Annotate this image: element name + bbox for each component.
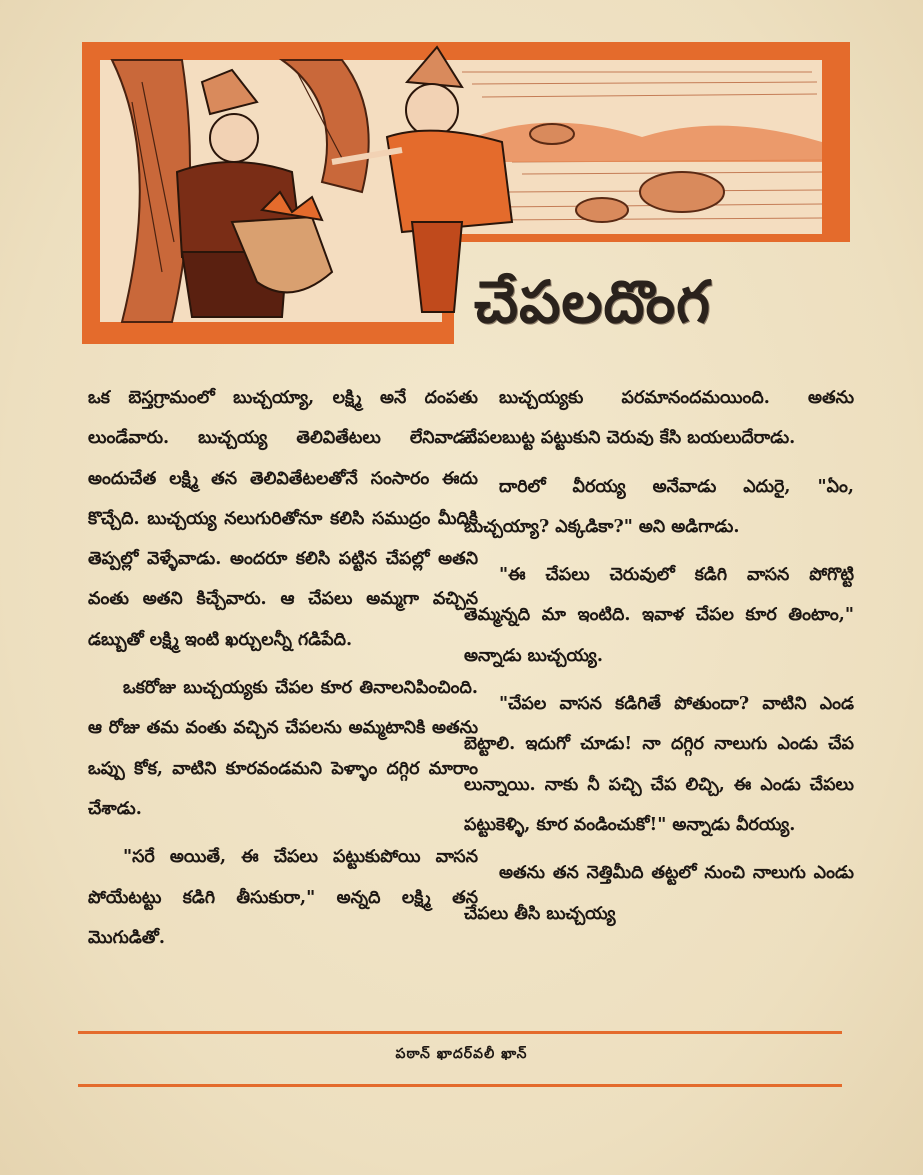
bottom-rule xyxy=(78,1084,842,1087)
paragraph: అతను తన నెత్తిమీది తట్టలో నుంచి నాలుగు ఎండు చేపలు తీసి బుచ్చయ్య xyxy=(464,863,854,924)
paragraph: దారిలో వీరయ్య అనేవాడు ఎదురై, "ఏం, బుచ్చయ్యా? ఎక్కడికా?" అని అడిగాడు. xyxy=(464,476,854,537)
left-column xyxy=(88,378,478,958)
top-rule xyxy=(78,1031,842,1034)
paragraph: బుచ్చయ్యకు పరమానందమయింది. అతను చేపలబుట్ట పట్టుకుని చెరువు కేసి బయలుదేరాడు. xyxy=(464,388,854,449)
right-column xyxy=(464,378,854,934)
paragraph: ఒక బెస్తగ్రామంలో బుచ్చయ్యా, లక్ష్మి అనే దంపతు లుండేవారు. బుచ్చయ్య తెలివితేటలు లేనివాడు. అందుచేత లక్ష్మి తన తెలివితేటలతోనే సంసారం ఈదు కొచ్చేది. బుచ్చయ్య నలుగురితోనూ కలిసి సముద్రం మీదికి తెప్పల్లో వెళ్ళేవాడు. అందరూ కలిసి పట్టిన చేపల్లో అతని వంతు అతని కిచ్చేవారు. ఆ చేపలు అమ్మగా వచ్చిన డబ్బుతో లక్ష్మి ఇంటి ఖర్చులన్నీ గడిపేది. xyxy=(88,388,478,650)
paragraph: "సరే అయితే, ఈ చేపలు పట్టుకుపోయి వాసన పోయేటట్టు కడిగి తీసుకురా," అన్నది లక్ష్మి తన మొగుడితో. xyxy=(88,847,478,948)
story-title: చేపలదొంగ xyxy=(474,268,711,336)
paragraph: ఒకరోజు బుచ్చయ్యకు చేపల కూర తినాలనిపించింది. ఆ రోజు తమ వంతు వచ్చిన చేపలను అమ్మటానికి అతను ఒప్పు కోక, వాటిని కూరవండమని పెళ్ళాం దగ్గిర మారాం చేశాడు. xyxy=(88,678,478,819)
paragraph: "చేపల వాసన కడిగితే పోతుందా? వాటిని ఎండ బెట్టాలి. ఇదుగో చూడు! నా దగ్గిర నాలుగు ఎండు చేప లున్నాయి. నాకు నీ పచ్చి చేప లిచ్చి, ఈ ఎండు చేపలు పట్టుకెళ్ళి, కూర వండించుకో!" అన్నాడు వీరయ్య. xyxy=(464,694,854,835)
author-byline: పఠాన్ ఖాదర్‌వలీ ఖాన్ xyxy=(395,1046,528,1062)
paragraph: "ఈ చేపలు చెరువులో కడిగి వాసన పోగొట్టి తెమ్మన్నది మా ఇంటిది. ఇవాళ చేపల కూర తింటాం," అన్నాడు బుచ్చయ్య. xyxy=(464,565,854,666)
